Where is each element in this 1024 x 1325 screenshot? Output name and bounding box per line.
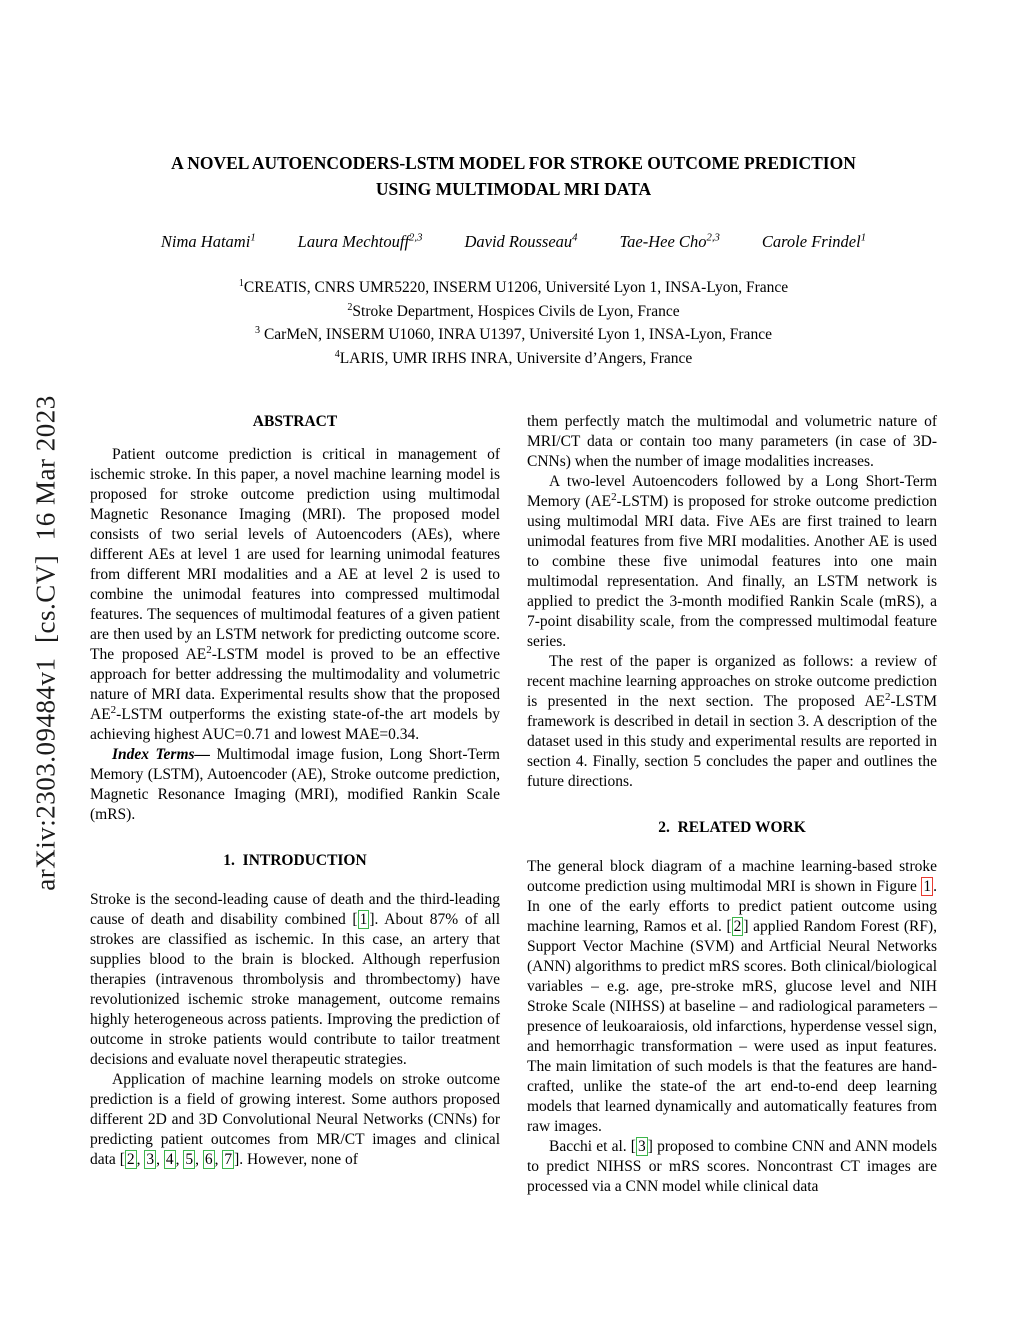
author (298, 232, 423, 252)
text-run: The rest of the paper is organized as follows: a review of recent machine learning approaches on stroke outcome prediction is presented in the next section. The proposed AE (527, 653, 937, 710)
affiliation (90, 300, 937, 324)
citation-link[interactable]: 1 (359, 911, 368, 928)
index-terms-label: Index Terms— (112, 746, 211, 763)
author-superscript: 2,3 (706, 231, 720, 244)
section-heading-introduction: 1. INTRODUCTION (223, 852, 367, 869)
affiliation (90, 347, 937, 371)
text-run: -LSTM outperforms the existing state-of-the art models by achieving highest AUC=0.71 and lowest MAE=0.34. (90, 706, 500, 743)
text-run: , (156, 1151, 164, 1168)
text-run: Application of machine learning models on stroke outcome prediction is a field of growing interest. Some authors proposed different 2D and 3D Convolutional Neural Networks (CNNs) for predicting patient outcomes from MR/CT images and clinical data [ (90, 1071, 500, 1168)
page-content (90, 150, 937, 1197)
author-list (90, 232, 937, 252)
left-column (90, 412, 500, 1197)
superscript: 2 (885, 690, 891, 703)
author (620, 232, 720, 252)
author (464, 232, 577, 252)
affiliation-text: CREATIS, CNRS UMR5220, INSERM U1206, Université Lyon 1, INSA-Lyon, France (243, 279, 789, 296)
superscript: 2 (110, 703, 117, 716)
text-run: -LSTM framework is described in detail in section 3. A description of the dataset used in this study and experimental results are reported in section 4. Finally, section 5 concludes the paper and outlines the future directions. (527, 693, 937, 790)
author-name: Tae-Hee Cho (619, 232, 707, 251)
figure-ref-link[interactable]: 1 (923, 878, 932, 895)
author-superscript: 2,3 (409, 231, 423, 244)
related-work-paragraph-2 (527, 1137, 937, 1197)
citation-link[interactable]: 2 (126, 1151, 135, 1168)
citation-link[interactable]: 7 (224, 1151, 233, 1168)
citation-link[interactable]: 3 (637, 1138, 646, 1155)
text-run: ]. However, none of (234, 1151, 358, 1168)
text-run: . In one of the early efforts to predict patient outcome using machine learning, Ramos et al. [ (527, 878, 937, 935)
affiliation-list (90, 276, 937, 370)
related-work-paragraph-1 (527, 857, 937, 1137)
citation-link[interactable]: 5 (185, 1151, 194, 1168)
intro-paragraph-3 (527, 472, 937, 652)
intro-paragraph-1 (90, 890, 500, 1070)
citation-link[interactable]: 4 (165, 1151, 174, 1168)
superscript: 2 (611, 490, 617, 503)
paper-title (90, 150, 937, 202)
text-run: The general block diagram of a machine learning-based stroke outcome prediction using multimodal MRI is shown in Figure (527, 858, 937, 895)
section-heading-related-work: 2. RELATED WORK (658, 819, 806, 836)
text-run: -LSTM model is proved to be an effective approach for better addressing the multimodality and volumetric nature of MRI data. Experimental results show that the proposed AE (90, 646, 500, 723)
author-superscript: 1 (250, 231, 256, 244)
two-column-body (90, 412, 937, 1197)
abstract-paragraph (90, 445, 500, 745)
affiliation-superscript: 2 (347, 301, 353, 313)
text-run: -LSTM) is proposed for stroke outcome prediction using multimodal MRI data. Five AEs are first trained to learn unimodal features from five MRI modalities. Another AE is used to combine these five unimodal features into one main multimodal representation. And finally, an LSTM network is applied to predict the 3-month modified Rankin Scale (mRS), a 7-point disability scale, from the compressed multimodal feature series. (527, 493, 937, 650)
author (161, 232, 256, 252)
author-superscript: 4 (572, 231, 578, 244)
affiliation-superscript: 1 (238, 277, 244, 289)
author-name: David Rousseau (464, 232, 573, 251)
affiliation (90, 276, 937, 300)
author-name: Carole Frindel (761, 232, 861, 251)
paper-title-line2: USING MULTIMODAL MRI DATA (375, 179, 652, 199)
affiliation-text: CarMeN, INSERM U1060, INRA U1397, Université Lyon 1, INSA-Lyon, France (260, 326, 772, 343)
citation-link[interactable]: 2 (733, 918, 742, 935)
author (762, 232, 866, 252)
right-column (527, 412, 937, 1197)
text-run: Patient outcome prediction is critical in management of ischemic stroke. In this paper, a novel machine learning model is proposed for stroke outcome prediction using multimodal Magnetic Resonance Imaging (MRI). The proposed model consists of two serial levels of Autoencoders (AEs), where different AEs at level 1 are used for learning unimodal features from different MRI modalities and a AE at level 2 is used to combine the unimodal features into compressed multimodal features. The sequences of multimodal features of a given patient are then used by an LSTM network for predicting outcome score. The proposed AE (90, 446, 500, 663)
text-run: A two-level Autoencoders followed by a Long Short-Term Memory (AE (527, 473, 937, 510)
affiliation-superscript: 4 (334, 348, 340, 360)
affiliation (90, 323, 937, 347)
affiliation-text: Stroke Department, Hospices Civils de Lyon, France (352, 302, 680, 320)
arxiv-watermark: arXiv:2303.09484v1 [cs.CV] 16 Mar 2023 (30, 395, 61, 891)
text-run: , (136, 1151, 145, 1168)
affiliation-text: LARIS, UMR IRHS INRA, Universite d’Angers, France (339, 349, 693, 367)
author-name: Nima Hatami (160, 232, 251, 251)
citation-link[interactable]: 3 (146, 1151, 155, 1168)
intro-paragraph-4 (527, 652, 937, 792)
index-terms-paragraph (90, 745, 500, 825)
author-superscript: 1 (860, 231, 867, 244)
affiliation-superscript: 3 (255, 324, 261, 336)
text-run: ] applied Random Forest (RF), Support Vector Machine (SVM) and Artficial Neural Networks (ANN) algorithms to predict mRS scores. Both clinical/biological variables – e.g. age, pre-stroke mRS, glucose level and NIH Stroke Scale (NIHSS) at baseline – and radiological parameters – presence of leukoaraiosis, old infarctions, hyperdense vessel sign, and hemorrhagic transformation – were used as input features. The main limitation of such models is that the features are hand-crafted, unlike the state-of the art end-to-end deep learning models that learned dynamically and automatically features from raw images. (527, 918, 937, 1135)
text-run: ] proposed to combine CNN and ANN models to predict NIHSS or mRS scores. Noncontrast CT images are processed via a CNN model while clinical data (527, 1138, 937, 1195)
text-run: Bacchi et al. [ (549, 1138, 636, 1155)
text-run: Stroke is the second-leading cause of death and the third-leading cause of death and disability combined [ (90, 891, 500, 928)
text-run: , (175, 1151, 184, 1168)
intro-paragraph-2-continued (527, 412, 937, 472)
paper-title-line1: A NOVEL AUTOENCODERS-LSTM MODEL FOR STROKE OUTCOME PREDICTION (171, 153, 856, 173)
citation-link[interactable]: 6 (204, 1151, 213, 1168)
text-run: them perfectly match the multimodal and volumetric nature of MRI/CT data or contain too many parameters (in case of 3D-CNNs) when the number of image modalities increases. (527, 413, 937, 470)
author-name: Laura Mechtouff (297, 232, 410, 251)
superscript: 2 (206, 643, 212, 656)
text-run: , (214, 1151, 223, 1168)
abstract-heading: ABSTRACT (252, 413, 338, 430)
text-run: , (195, 1151, 203, 1168)
text-run: ]. About 87% of all strokes are classified as ischemic. In this case, an artery that supplies blood to the brain is blocked. Although reperfusion therapies (intravenous thrombolysis and thrombectomy) have revolutionized ischemic stroke management, outcome remains highly heterogeneous across patients. Improving the prediction of outcome in stroke patients would contribute to tailor treatment decisions and evaluate novel therapeutic strategies. (90, 911, 501, 1068)
intro-paragraph-2 (90, 1070, 500, 1170)
text-run: Multimodal image fusion, Long Short-Term Memory (LSTM), Autoencoder (AE), Stroke outcome prediction, Magnetic Resonance Imaging (MRI), modified Rankin Scale (mRS). (90, 746, 500, 823)
